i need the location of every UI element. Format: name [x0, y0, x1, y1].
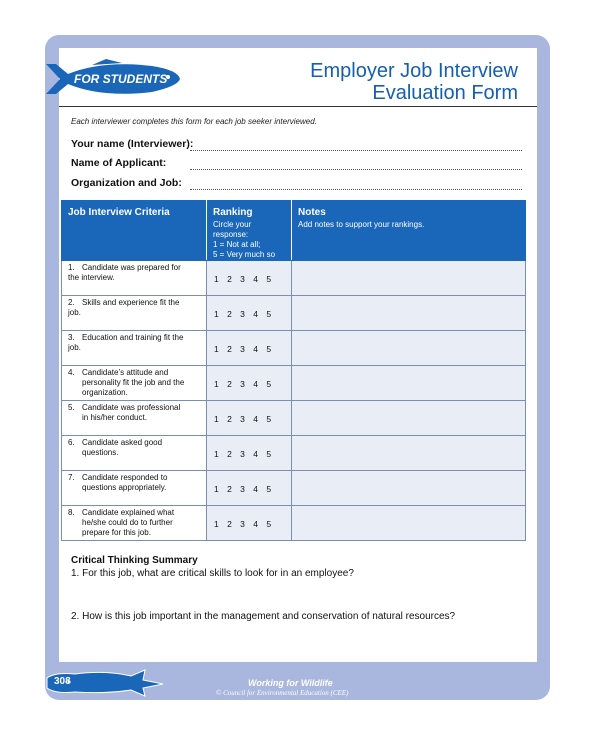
interviewer-field[interactable] — [190, 149, 522, 151]
table-header-row — [62, 201, 526, 261]
interviewer-label: Your name (Interviewer): — [71, 138, 194, 150]
criterion-cell: 7. Candidate responded to questions appropriately. — [62, 471, 207, 506]
table-row — [62, 366, 526, 401]
notes-cell[interactable] — [292, 261, 526, 296]
table-row — [62, 471, 526, 506]
organization-label: Organization and Job: — [71, 177, 182, 189]
table-row — [62, 261, 526, 296]
summary-heading: Critical Thinking Summary — [71, 555, 198, 566]
title-line-2: Evaluation Form — [372, 82, 518, 104]
ranking-scale[interactable]: 1 2 3 4 5 — [207, 401, 292, 436]
criterion-cell: 3. Education and training fit the job. — [62, 331, 207, 366]
table-row — [62, 331, 526, 366]
page-title — [310, 60, 518, 104]
table-row — [62, 296, 526, 331]
title-line-1: Employer Job Interview — [310, 60, 518, 82]
table-row — [62, 436, 526, 471]
badge-label: FOR STUDENTS — [74, 72, 168, 86]
criteria-table — [61, 200, 526, 541]
intro-text: Each interviewer completes this form for each job seeker interviewed. — [71, 117, 317, 126]
organization-field[interactable] — [190, 188, 522, 190]
ranking-scale[interactable]: 1 2 3 4 5 — [207, 296, 292, 331]
notes-cell[interactable] — [292, 506, 526, 541]
header-ranking: Ranking Circle your response: 1 = Not at all; 5 = Very much so — [207, 201, 292, 261]
summary-question-1: 1. For this job, what are critical skills to look for in an employee? — [71, 568, 354, 579]
applicant-field[interactable] — [190, 168, 522, 170]
summary-question-2: 2. How is this job important in the management and conservation of natural resources? — [71, 611, 456, 622]
footer-title: Working for Wildlife — [248, 678, 333, 688]
fish-badge-icon — [42, 58, 182, 100]
header-criteria: Job Interview Criteria — [62, 201, 207, 261]
notes-cell[interactable] — [292, 471, 526, 506]
criterion-cell: 4. Candidate’s attitude and personality fit the job and the organization. — [62, 366, 207, 401]
criterion-cell: 6. Candidate asked good questions. — [62, 436, 207, 471]
notes-cell[interactable] — [292, 366, 526, 401]
notes-cell[interactable] — [292, 401, 526, 436]
criterion-cell: 5. Candidate was professional in his/her conduct. — [62, 401, 207, 436]
ranking-scale[interactable]: 1 2 3 4 5 — [207, 366, 292, 401]
table-row — [62, 401, 526, 436]
page-number: 308 — [54, 676, 71, 687]
criterion-cell: 2. Skills and experience fit the job. — [62, 296, 207, 331]
criterion-cell: 8. Candidate explained what he/she could do to further prepare for this job. — [62, 506, 207, 541]
ranking-scale[interactable]: 1 2 3 4 5 — [207, 261, 292, 296]
header-notes: Notes Add notes to support your rankings. — [292, 201, 526, 261]
notes-instructions: Add notes to support your rankings. — [298, 220, 425, 229]
table-row — [62, 506, 526, 541]
footer-copyright: © Council for Environmental Education (CEE) — [216, 689, 349, 697]
notes-cell[interactable] — [292, 436, 526, 471]
ranking-scale[interactable]: 1 2 3 4 5 — [207, 331, 292, 366]
ranking-scale[interactable]: 1 2 3 4 5 — [207, 471, 292, 506]
ranking-scale[interactable]: 1 2 3 4 5 — [207, 436, 292, 471]
applicant-label: Name of Applicant: — [71, 157, 167, 169]
ranking-instructions: Circle your response: 1 = Not at all; 5 = Very much so — [213, 220, 276, 259]
ranking-scale[interactable]: 1 2 3 4 5 — [207, 506, 292, 541]
header-divider — [59, 106, 537, 107]
notes-cell[interactable] — [292, 296, 526, 331]
criterion-cell: 1. Candidate was prepared for the interview. — [62, 261, 207, 296]
notes-cell[interactable] — [292, 331, 526, 366]
